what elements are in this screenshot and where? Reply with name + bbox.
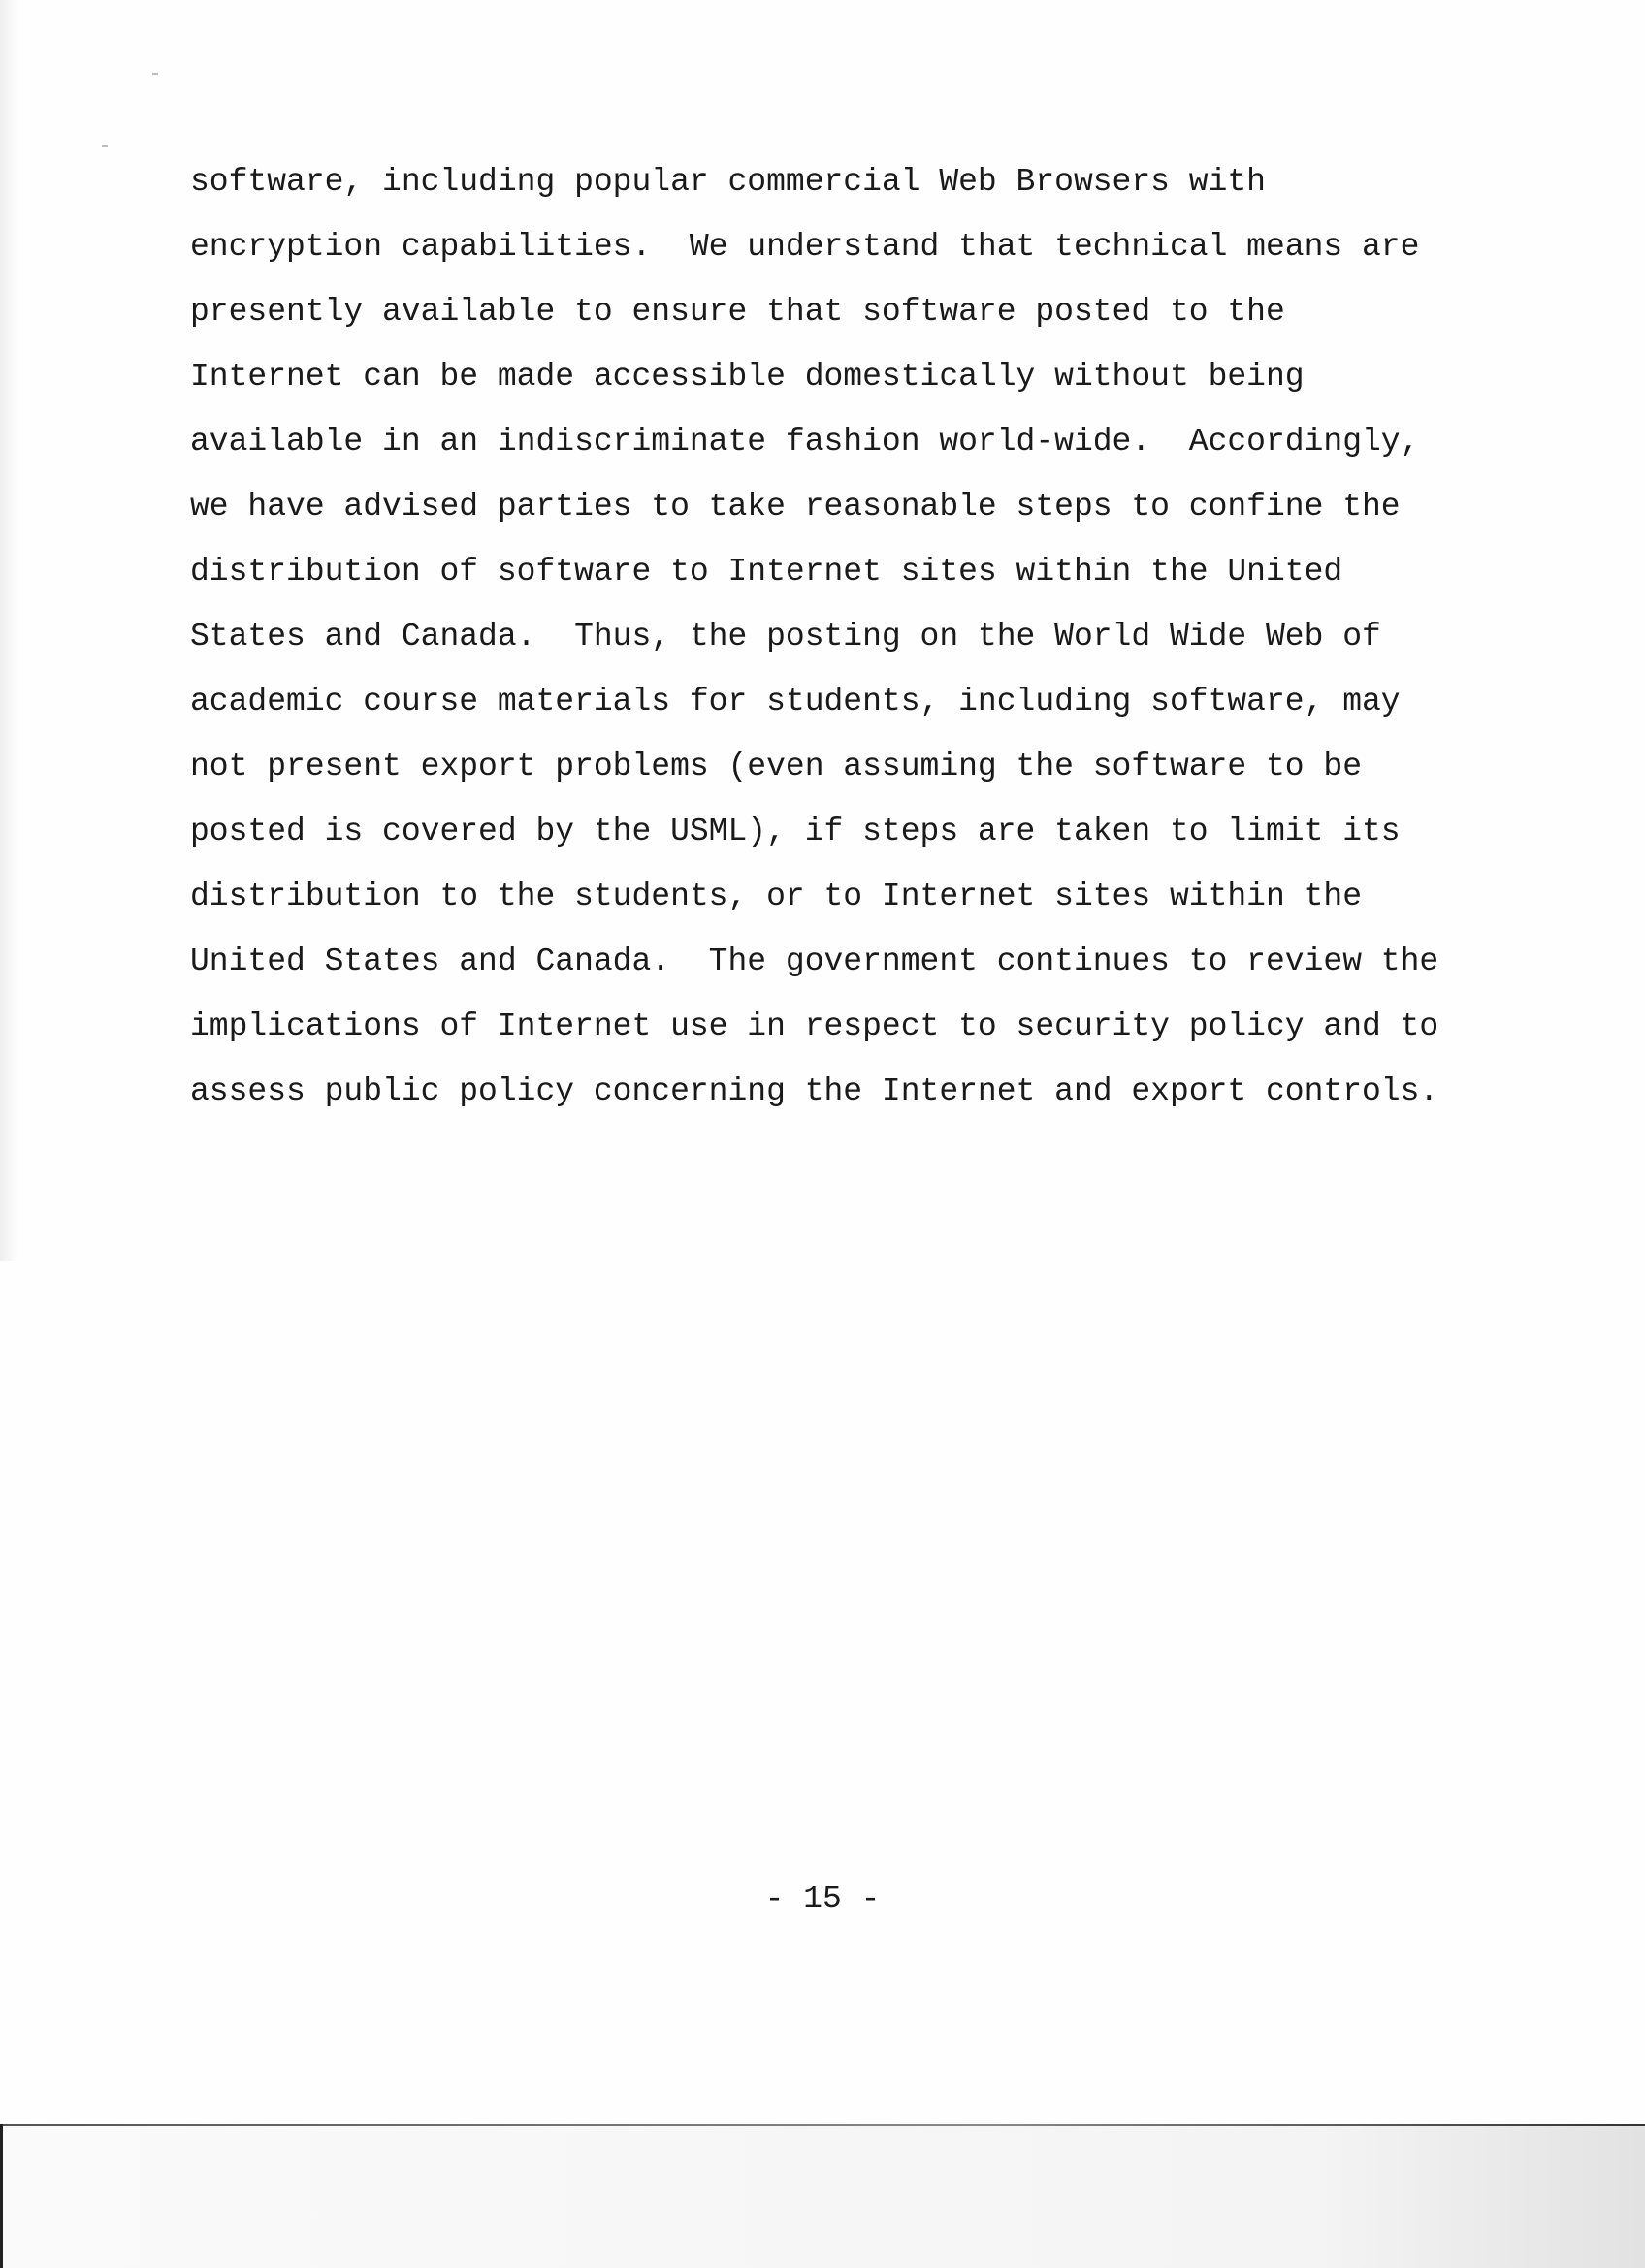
paragraph-line: distribution to the students, or to Internet sites within the bbox=[190, 878, 1362, 914]
paragraph-line: United States and Canada. The government continues to review the bbox=[190, 943, 1439, 979]
paragraph-line: presently available to ensure that software posted to the bbox=[190, 294, 1285, 330]
paragraph-line: we have advised parties to take reasonable steps to confine the bbox=[190, 489, 1401, 525]
scan-speck bbox=[102, 145, 108, 147]
paragraph-line: assess public policy concerning the Internet and export controls. bbox=[190, 1073, 1439, 1109]
paragraph-line: States and Canada. Thus, the posting on the World Wide Web of bbox=[190, 619, 1381, 655]
scan-region-bottom bbox=[3, 2126, 1645, 2268]
body-paragraph bbox=[190, 149, 1548, 1124]
paragraph-line: implications of Internet use in respect to security policy and to bbox=[190, 1008, 1439, 1044]
paragraph-line: not present export problems (even assuming the software to be bbox=[190, 749, 1362, 784]
paragraph-line: Internet can be made accessible domestically without being bbox=[190, 359, 1305, 395]
paragraph-line: encryption capabilities. We understand that technical means are bbox=[190, 229, 1420, 265]
paragraph-line: academic course materials for students, including software, may bbox=[190, 684, 1401, 719]
page-number: - 15 - bbox=[764, 1881, 881, 1917]
scan-shadow bbox=[0, 0, 17, 1261]
paragraph-line: available in an indiscriminate fashion world-wide. Accordingly, bbox=[190, 424, 1420, 460]
paragraph-line: posted is covered by the USML), if steps are taken to limit its bbox=[190, 814, 1401, 849]
paragraph-line: distribution of software to Internet sites within the United bbox=[190, 554, 1343, 590]
paragraph-line: software, including popular commercial Web Browsers with bbox=[190, 164, 1266, 200]
scan-speck bbox=[152, 73, 158, 75]
